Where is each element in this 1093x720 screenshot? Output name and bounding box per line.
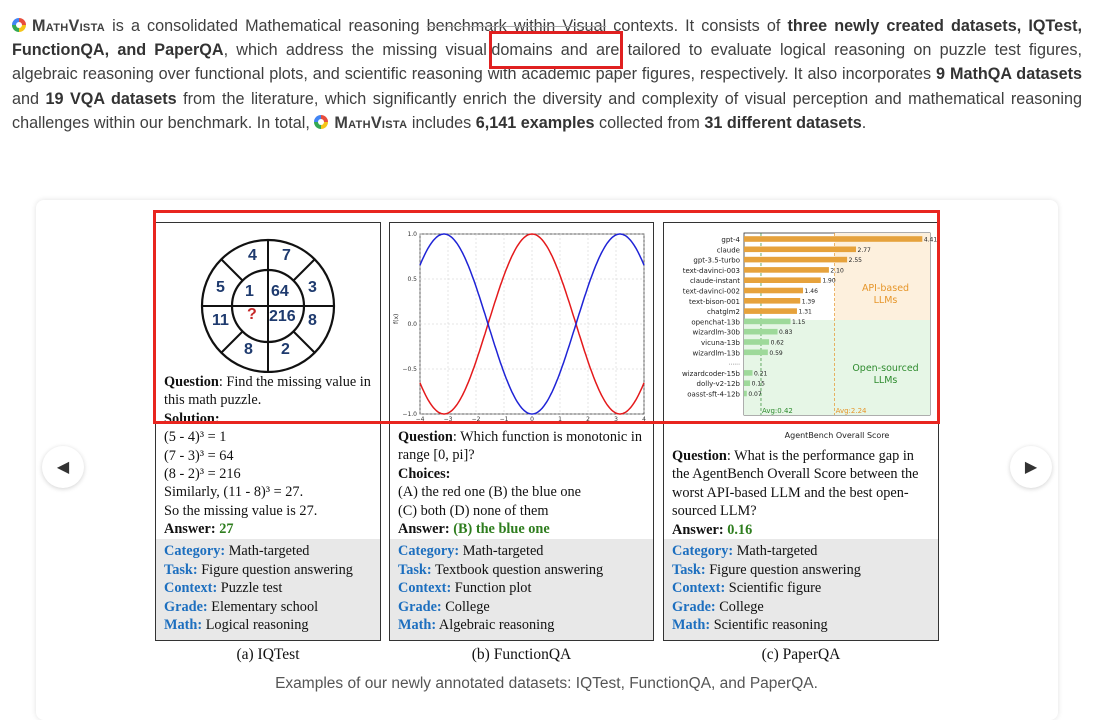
plot-x-tick: 3 bbox=[614, 416, 618, 423]
iqtest-metadata bbox=[156, 539, 380, 640]
puzzle-outer-value: 11 bbox=[212, 312, 229, 329]
solution-line: (8 - 2)³ = 216 bbox=[164, 466, 241, 483]
puzzle-outer-value: 7 bbox=[282, 247, 291, 264]
bar-category-label: openchat-13b bbox=[691, 318, 740, 327]
api-avg-label: Avg:2.24 bbox=[835, 407, 867, 415]
carousel-next-button[interactable] bbox=[1010, 446, 1052, 488]
intro-text: is a consolidated Mathematical reasoning bbox=[105, 17, 427, 35]
choice-line: (C) both (D) none of them bbox=[398, 502, 549, 519]
functionqa-body bbox=[398, 428, 648, 538]
question-label: Question bbox=[398, 429, 453, 445]
intro-text: , which address the missing bbox=[223, 41, 446, 60]
functionqa-caption: (b) FunctionQA bbox=[471, 646, 572, 663]
meta-key: Math: bbox=[398, 617, 437, 634]
intro-bold: 6,141 examples bbox=[475, 113, 595, 132]
bar-value-label: 0.62 bbox=[770, 339, 784, 347]
meta-value: Elementary school bbox=[211, 598, 319, 615]
mathvista-logo-icon bbox=[314, 115, 328, 129]
answer-label: Answer: bbox=[164, 521, 220, 538]
intro-text: from the literature, which significantly enrich the diversity and complexity of visual perception and mathematical reasoning challenges within our benchmark. In total, bbox=[12, 89, 1082, 132]
bar-value-label: 0.07 bbox=[748, 391, 762, 398]
meta-key: Grade: bbox=[672, 598, 716, 615]
plot-x-tick: −3 bbox=[443, 416, 453, 423]
functionqa-metadata bbox=[390, 539, 653, 640]
visual-domains-text: visual domains bbox=[445, 41, 553, 60]
bar-value-label: 2.10 bbox=[830, 267, 844, 275]
intro-bold: 9 MathQA datasets bbox=[936, 65, 1082, 84]
meta-value: College bbox=[719, 598, 764, 615]
intro-text: contexts. It consists of bbox=[606, 17, 788, 35]
answer-value: (B) the blue one bbox=[453, 521, 550, 538]
choices-label: Choices: bbox=[398, 465, 451, 482]
bar-category-label: gpt-4 bbox=[721, 236, 740, 244]
solution-line: (7 - 3)³ = 64 bbox=[164, 447, 234, 464]
question-label: Question bbox=[164, 374, 219, 390]
intro-text: and are tailored to evaluate logical reasoning on puzzle test figures, algebraic reasoning over functional plots, and scientific reasoning with academic paper figures, respectively. It also incorporates bbox=[12, 41, 1082, 84]
bar-value-label: 0.15 bbox=[751, 380, 765, 388]
answer-label: Answer: bbox=[398, 521, 454, 538]
puzzle-inner-value: 64 bbox=[271, 283, 289, 300]
bar-category-label: text-davinci-003 bbox=[682, 266, 740, 275]
plot-x-tick: −4 bbox=[415, 416, 425, 423]
bar-category-label: gpt-3.5-turbo bbox=[693, 256, 740, 265]
meta-key: Category: bbox=[672, 543, 734, 559]
solution-label: Solution: bbox=[164, 410, 220, 427]
meta-key: Task: bbox=[164, 561, 198, 578]
open-group-label: Open-sourced bbox=[852, 363, 919, 374]
plot-x-tick: 4 bbox=[642, 416, 646, 423]
meta-key: Grade: bbox=[398, 598, 442, 615]
mathvista-logo-icon bbox=[12, 18, 26, 32]
bar-category-label: wizardcoder-15b bbox=[681, 369, 740, 378]
meta-key: Category: bbox=[398, 543, 460, 559]
bar-value-label: 0.21 bbox=[753, 370, 768, 378]
solution-line: So the missing value is 27. bbox=[164, 502, 318, 519]
meta-value: Figure question answering bbox=[201, 561, 353, 578]
plot-y-tick: 1.0 bbox=[407, 231, 417, 238]
plot-y-tick: 0.5 bbox=[407, 276, 417, 283]
puzzle-outer-value: 5 bbox=[216, 279, 225, 296]
meta-value: Function plot bbox=[454, 580, 532, 597]
bar-value-label: 2.55 bbox=[848, 257, 862, 265]
meta-key: Context: bbox=[398, 580, 452, 597]
bar-value-label: 4.41 bbox=[923, 236, 938, 244]
iqtest-caption: (a) IQTest bbox=[236, 646, 300, 663]
meta-value: Math-targeted bbox=[736, 543, 818, 559]
puzzle-missing-value: ? bbox=[247, 306, 257, 323]
plot-x-tick: 0 bbox=[530, 416, 534, 423]
solution-line: Similarly, (11 - 8)³ = 27. bbox=[164, 484, 304, 501]
meta-key: Task: bbox=[672, 561, 706, 578]
question-text: : Which function is monotonic in range [0, pi]? bbox=[398, 429, 642, 464]
open-avg-label: Avg:0.42 bbox=[761, 407, 793, 415]
meta-key: Task: bbox=[398, 561, 432, 578]
bar-category-label: wizardlm-13b bbox=[692, 349, 740, 358]
meta-value: College bbox=[445, 598, 490, 615]
solution-line: (5 - 4)³ = 1 bbox=[164, 429, 227, 446]
bar-category-label: wizardlm-30b bbox=[692, 328, 740, 337]
brand-name: MathVista bbox=[334, 113, 408, 132]
meta-key: Math: bbox=[672, 617, 711, 634]
bar-value-label: 0.83 bbox=[779, 329, 793, 337]
intro-text: includes bbox=[407, 113, 476, 132]
bar-value-label: 2.77 bbox=[857, 246, 871, 254]
chart-ellipsis: ...... bbox=[728, 359, 740, 367]
question-text: : What is the performance gap in the AgentBench Overall Score between the worst API-based LLM and the best open-sourced LLM? bbox=[672, 448, 919, 520]
puzzle-inner-value: 216 bbox=[269, 308, 296, 325]
plot-x-tick: 2 bbox=[586, 416, 590, 423]
bar-category-label: chatglm2 bbox=[707, 308, 740, 317]
puzzle-outer-value: 3 bbox=[308, 279, 317, 296]
bar-category-label: claude-instant bbox=[689, 277, 740, 286]
meta-value: Scientific figure bbox=[728, 580, 822, 597]
bar-category-label: oasst-sft-4-12b bbox=[687, 390, 740, 399]
meta-key: Context: bbox=[164, 580, 218, 597]
answer-label: Answer: bbox=[672, 521, 728, 538]
meta-value: Algebraic reasoning bbox=[438, 617, 555, 634]
puzzle-outer-value: 8 bbox=[308, 312, 317, 329]
meta-value: Logical reasoning bbox=[205, 617, 309, 634]
plot-y-tick: −1.0 bbox=[402, 411, 417, 418]
intro-text: collected from bbox=[594, 113, 705, 132]
paperqa-metadata bbox=[664, 539, 938, 640]
intro-bold: three newly created datasets, IQTest, FunctionQA, and PaperQA bbox=[12, 17, 1082, 60]
meta-key: Math: bbox=[164, 617, 203, 634]
question-label: Question bbox=[672, 448, 727, 464]
meta-key: Context: bbox=[672, 580, 726, 597]
bar-value-label: 1.31 bbox=[798, 308, 812, 316]
open-group-label: LLMs bbox=[873, 375, 898, 386]
intro-bold: 31 different datasets bbox=[704, 113, 862, 132]
bar-value-label: 1.90 bbox=[822, 277, 836, 285]
bar-value-label: 1.39 bbox=[801, 298, 816, 306]
plot-y-tick: 0.0 bbox=[407, 321, 417, 328]
meta-value: Scientific reasoning bbox=[713, 617, 828, 634]
paperqa-body bbox=[672, 447, 934, 539]
puzzle-outer-value: 8 bbox=[244, 341, 253, 358]
chart-x-axis-label: AgentBench Overall Score bbox=[784, 431, 890, 440]
paperqa-caption: (c) PaperQA bbox=[761, 646, 841, 663]
visual-domains-highlight-box bbox=[489, 31, 623, 69]
figures-highlight-box bbox=[153, 210, 940, 424]
intro-text: benchmark within Visual bbox=[426, 17, 607, 35]
answer-value: 0.16 bbox=[727, 521, 753, 538]
plot-x-tick: −2 bbox=[471, 416, 481, 423]
plot-y-label: f(x) bbox=[393, 313, 400, 324]
meta-value: Puzzle test bbox=[220, 580, 283, 597]
plot-x-tick: −1 bbox=[499, 416, 509, 423]
meta-value: Math-targeted bbox=[228, 543, 310, 559]
puzzle-outer-value: 4 bbox=[248, 247, 257, 264]
bar-category-label: vicuna-13b bbox=[701, 339, 740, 347]
bar-value-label: 1.15 bbox=[792, 318, 806, 326]
meta-key: Category: bbox=[164, 543, 226, 559]
bar-category-label: text-davinci-002 bbox=[682, 287, 740, 296]
meta-key: Grade: bbox=[164, 598, 208, 615]
puzzle-outer-value: 2 bbox=[281, 341, 290, 358]
carousel-prev-button[interactable] bbox=[42, 446, 84, 488]
answer-value: 27 bbox=[219, 521, 234, 538]
meta-value: Textbook question answering bbox=[434, 561, 604, 578]
choice-line: (A) the red one (B) the blue one bbox=[398, 484, 582, 501]
meta-value: Figure question answering bbox=[709, 561, 861, 578]
brand-name: MathVista bbox=[32, 17, 106, 35]
bar-value-label: 1.46 bbox=[804, 288, 818, 295]
chevron-right-icon: ▶ bbox=[1024, 459, 1038, 476]
api-group-label: LLMs bbox=[873, 295, 898, 306]
plot-y-tick: −0.5 bbox=[402, 366, 417, 373]
figure-caption: Examples of our newly annotated datasets: IQTest, FunctionQA, and PaperQA. bbox=[275, 675, 818, 692]
bar-category-label: dolly-v2-12b bbox=[696, 380, 740, 389]
bar-category-label: text-bison-001 bbox=[689, 297, 740, 306]
api-group-label: API-based bbox=[861, 283, 910, 294]
bar-value-label: 0.59 bbox=[769, 349, 783, 357]
meta-value: Math-targeted bbox=[462, 543, 544, 559]
intro-text: . bbox=[861, 113, 867, 132]
plot-x-tick: 1 bbox=[558, 416, 562, 423]
puzzle-inner-value: 1 bbox=[245, 283, 254, 300]
chevron-left-icon: ◀ bbox=[56, 459, 70, 476]
intro-text: and bbox=[12, 89, 46, 108]
question-text: : Find the missing value in this math puzzle. bbox=[164, 374, 371, 409]
intro-bold: 19 VQA datasets bbox=[45, 89, 177, 108]
bar-category-label: claude bbox=[716, 246, 740, 255]
